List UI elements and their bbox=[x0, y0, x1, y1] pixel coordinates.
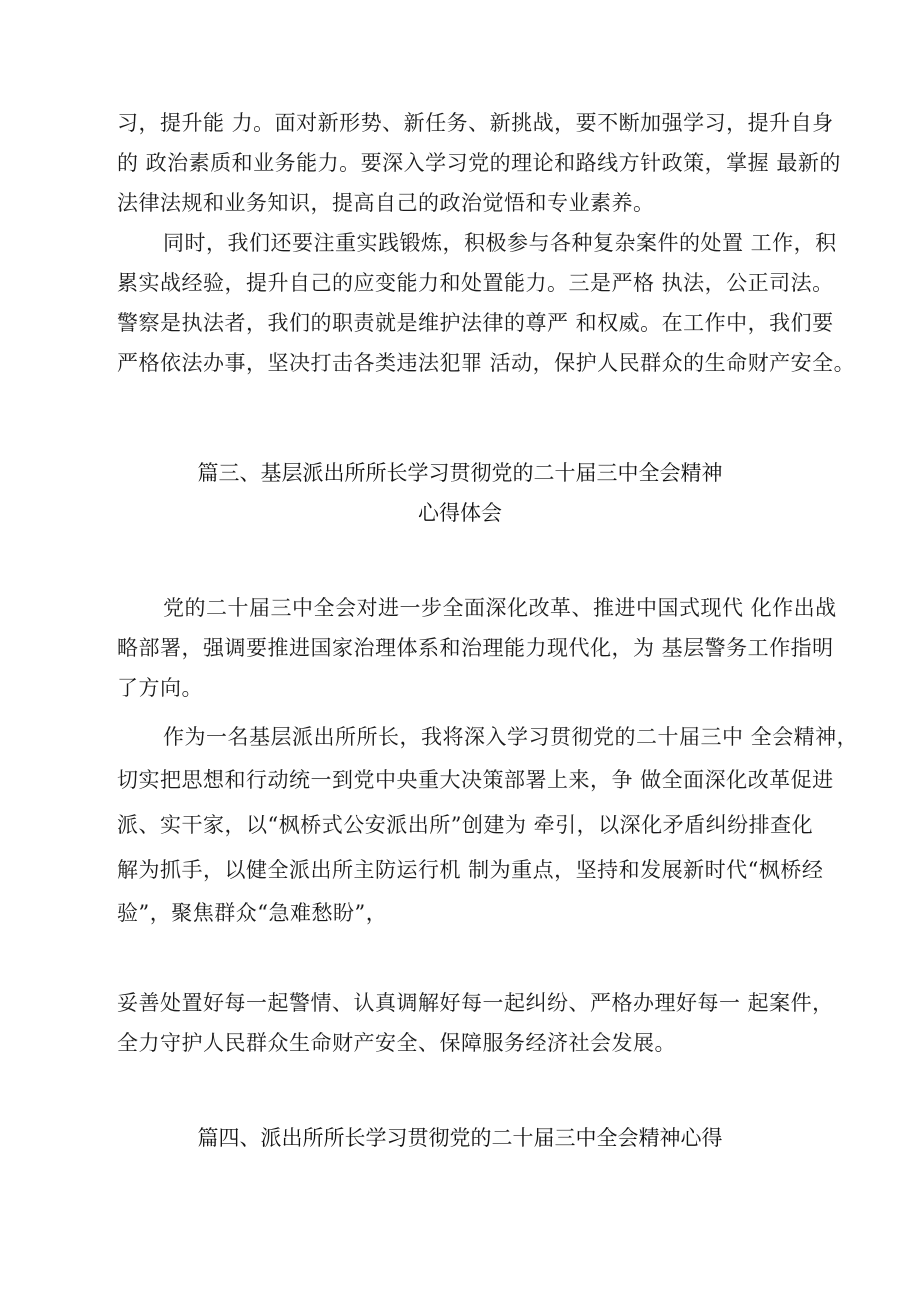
body-text-line: 了方向。 bbox=[117, 676, 203, 700]
body-text-line: 全力守护人民群众生命财产安全、保障服务经济社会发展。 bbox=[117, 1031, 676, 1055]
body-text-line: 警察是执法者，我们的职责就是维护法律的尊严 和权威。在工作中，我们要 bbox=[117, 311, 834, 335]
body-text-line: 严格依法办事，坚决打击各类违法犯罪 活动，保护人民群众的生命财产安全。 bbox=[117, 351, 856, 375]
body-text-line: 习，提升能 力。面对新形势、新任务、新挑战，要不断加强学习，提升自身 bbox=[117, 111, 834, 135]
section-four-title: 篇四、派出所所长学习贯彻党的二十届三中全会精神心得 bbox=[197, 1126, 723, 1150]
body-text-line: 切实把思想和行动统一到党中央重大决策部署上来，争 做全面深化改革促进 bbox=[117, 768, 834, 792]
body-text-line: 的 政治素质和业务能力。要深入学习党的理论和路线方针政策，掌握 最新的 bbox=[117, 151, 841, 175]
body-text-line: 法律法规和业务知识，提高自己的政治觉悟和专业素养。 bbox=[117, 191, 655, 215]
body-text-line: 作为一名基层派出所所长，我将深入学习贯彻党的二十届三中 全会精神， bbox=[163, 725, 859, 749]
body-text-line: 妥善处置好每一起警情、认真调解好每一起纠纷、严格办理好每一 起案件， bbox=[117, 991, 834, 1015]
body-text-line: 略部署，强调要推进国家治理体系和治理能力现代化，为 基层警务工作指明 bbox=[117, 636, 834, 660]
body-text-line: 同时，我们还要注重实践锻炼，积极参与各种复杂案件的处置 工作，积 bbox=[163, 231, 837, 255]
body-text-line: 派、实干家，以“枫桥式公安派出所”创建为 牵引，以深化矛盾纠纷排查化 bbox=[117, 813, 814, 837]
body-text-line: 党的二十届三中全会对进一步全面深化改革、推进中国式现代 化作出战 bbox=[163, 596, 837, 620]
section-three-title: 篇三、基层派出所所长学习贯彻党的二十届三中全会精神 bbox=[197, 461, 723, 485]
body-text-line: 解为抓手，以健全派出所主防运行机 制为重点，坚持和发展新时代“枫桥经 bbox=[117, 858, 824, 882]
body-text-line: 累实战经验，提升自己的应变能力和处置能力。三是严格 执法，公正司法。 bbox=[117, 271, 834, 295]
section-three-title-continued: 心得体会 bbox=[418, 501, 502, 525]
body-text-line: 验”，聚焦群众“急难愁盼”， bbox=[117, 901, 388, 925]
